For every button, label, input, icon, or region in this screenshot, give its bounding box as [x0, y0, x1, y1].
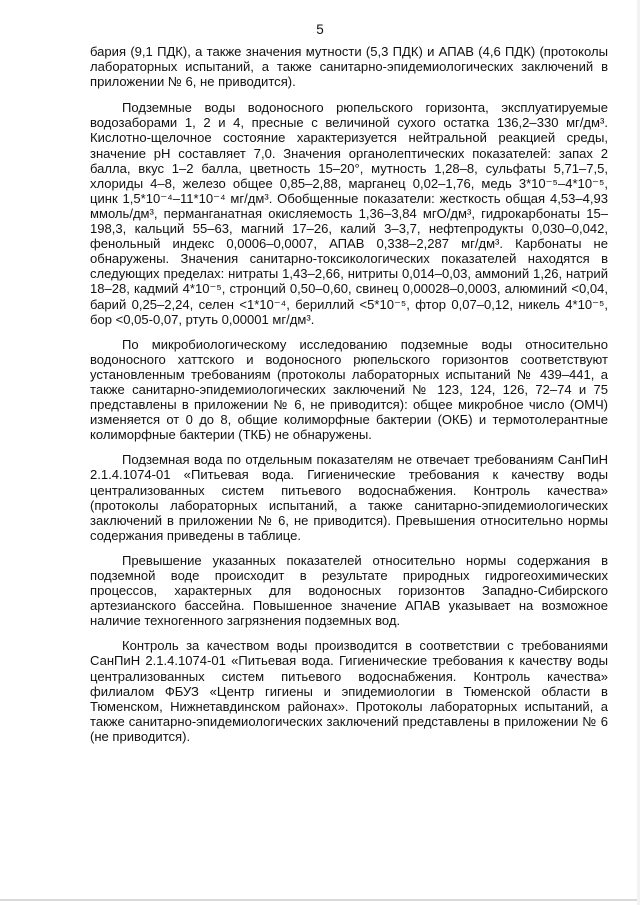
paragraph-2: Подземные воды водоносного рюпельского горизонта, эксплуатируемые водозаборами 1, 2 и 4, пресные с величиной сухого остатка 136,2–330 мг/дм³. Кислотно-щелочное состояние характеризуется нейтральной реакцией среды, значение рН составляет 7,0. Значения органолептических показателей: запах 2 балла, вкус 1–2 балла, цветность 15–20°, мутность 1,28–8, сульфаты 5,71–7,5, хлориды 4–8, железо общее 0,85–2,88, марганец 0,02–1,76, медь 3*10⁻⁵–4*10⁻⁵, цинк 1,5*10⁻⁴–11*10⁻⁴ мг/дм³. Обобщенные показатели: жесткость общая 4,53–4,93 ммоль/дм³, перманганатная окисляемость 1,36–3,84 мгО/дм³, гидрокарбонаты 15–198,3, кальций 55–63, магний 17–26, калий 3–3,7, нефтепродукты 0,030–0,042, фенольный индекс 0,0006–0,0007, АПАВ 0,338–2,287 мг/дм³. Карбонаты не обнаружены. Значения санитарно-токсикологических показателей находятся в следующих пределах: нитраты 1,43–2,66, нитриты 0,014–0,03, аммоний 1,26, натрий 18–28, кадмий 4*10⁻⁵, стронций 0,50–0,60, свинец 0,00028–0,0003, алюминий <0,04, барий 0,25–2,24, селен <1*10⁻⁴, бериллий <5*10⁻⁵, фтор 0,07–0,12, никель 4*10⁻⁵, бор <0,05-0,07, ртуть 0,00001 мг/дм³.: [90, 100, 608, 327]
paragraph-4: Подземная вода по отдельным показателям не отвечает требованиям СанПиН 2.1.4.1074-01 «Питьевая вода. Гигиенические требования к качеству воды централизованных систем питьевого водоснабжения. Контроль качества» (протоколы лабораторных испытаний, а также санитарно-эпидемиологических заключений в приложении № 6, не приводится). Превышения относительно нормы содержания приведены в таблице.: [90, 452, 608, 543]
paragraph-3: По микробиологическому исследованию подземные воды относительно водоносного хаттского и водоносного рюпельского горизонтов соответствуют установленным требованиям (протоколы лабораторных испытаний № 439–441, а также санитарно-эпидемиологических заключений № 123, 124, 126, 72–74 и 75 представлены в приложении № 6, не приводится): общее микробное число (ОМЧ) изменяется от 0 до 8, общие колиморфные бактерии (ОКБ) и термотолерантные колиморфные бактерии (ТКБ) не обнаружены.: [90, 336, 608, 443]
paragraph-5: Превышение указанных показателей относительно нормы содержания в подземной воде происходит в результате природных гидрогеохимических процессов, характерных для водоносных горизонтов Западно-Сибирского артезианского бассейна. Повышенное значение АПАВ указывает на возможное наличие техногенного загрязнения подземных вод.: [90, 552, 608, 629]
page-number: 5: [316, 22, 324, 37]
paragraph-1: бария (9,1 ПДК), а также значения мутности (5,3 ПДК) и АПАВ (4,6 ПДК) (протоколы лабораторных испытаний, а также санитарно-эпидемиологических заключений в приложении № 6, не приводится).: [90, 44, 608, 90]
page-bottom-edge: [0, 899, 640, 901]
document-body: [90, 44, 608, 753]
paragraph-6: Контроль за качеством воды производится в соответствии с требованиями СанПиН 2.1.4.1074-01 «Питьевая вода. Гигиенические требования к качеству воды централизованных систем питьевого водоснабжения. Контроль качества» филиалом ФБУЗ «Центр гигиены и эпидемиологии в Тюменской области в Тюменском, Нижнетавдинском районах». Протоколы лабораторных испытаний, а также санитарно-эпидемиологических заключений представлены в приложении № 6 (не приводится).: [90, 638, 608, 744]
